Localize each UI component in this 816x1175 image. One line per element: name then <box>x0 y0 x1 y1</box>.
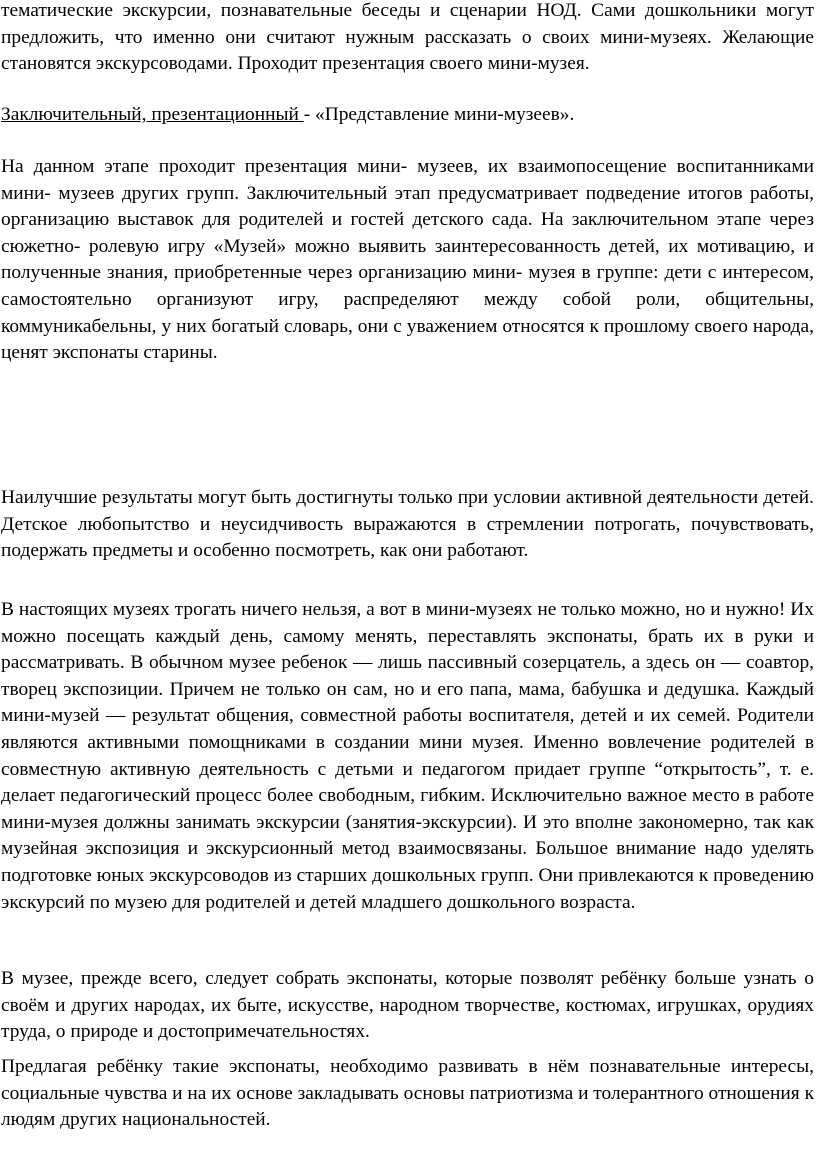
stage-heading-label: Заключительный, презентационный <box>1 104 304 125</box>
paragraph-presentation-stage: На данном этапе проходит презентация мини- музеев, их взаимопосещение воспитанниками мини- музеев других групп. Заключительный этап предусматривает подведение итогов работы, организацию выставок для родителей и гостей детского сада. На заключительном этапе через сюжетно- ролевую игру «Музей» можно выявить заинтересованность детей, их мотивацию, и полученные знания, приобретенные через организацию мини- музея в группе: дети с интересом, самостоятельно организуют игру, распределяют между собой роли, общительны, коммуникабельны, у них богатый словарь, они с уважением относятся к прошлому своего народа, ценят экспонаты старины. <box>1 156 814 364</box>
paragraph-collect-exhibits: В музее, прежде всего, следует собрать экспонаты, которые позволят ребёнку больше узнать о своём и других народах, их быте, искусстве, народном творчестве, костюмах, игрушках, орудиях труда, о природе и достопримечательностях. <box>1 968 814 1043</box>
stage-heading-rest: - «Представление мини-музеев». <box>303 104 575 125</box>
paragraph-offering-exhibits: Предлагая ребёнку такие экспонаты, необходимо развивать в нём познавательные интересы, социальные чувства и на их основе закладывать основы патриотизма и толерантного отношения к людям других национальностей. <box>1 1056 814 1131</box>
paragraph-best-results: Наилучшие результаты могут быть достигнуты только при условии активной деятельности детей. Детское любопытство и неусидчивость выражаются в стремлении потрогать, почувствовать, подержать предметы и особенно посмотреть, как они работают. <box>1 487 814 562</box>
stage-heading <box>1 102 814 129</box>
paragraph-real-museums: В настоящих музеях трогать ничего нельзя, а вот в мини-музеях не только можно, но и нужно! Их можно посещать каждый день, самому менять, переставлять экспонаты, брать их в руки и рассматривать. В обычном музее ребенок — лишь пассивный созерцатель, а здесь он — соавтор, творец экспозиции. Причем не только он сам, но и его папа, мама, бабушка и дедушка. Каждый мини-музей — результат общения, совместной работы воспитателя, детей и их семей. Родители являются активными помощниками в создании мини музея. Именно вовлечение родителей в совместную активную деятельность с детьми и педагогом придает группе “открытость”, т. е. делает педагогический процесс более свободным, гибким. Исключительно важное место в работе мини-музея должны занимать экскурсии (занятия-экскурсии). И это вполне закономерно, так как музейная экспозиция и экскурсионный метод взаимосвязаны. Большое внимание надо уделять подготовке юных экскурсоводов из старших дошкольных групп. Они привлекаются к проведению экскурсий по музею для родителей и детей младшего дошкольного возраста. <box>1 599 814 913</box>
paragraph-excursions: тематические экскурсии, познавательные беседы и сценарии НОД. Сами дошкольники могут предложить, что именно они считают нужным рассказать о своих мини-музеях. Желающие становятся экскурсоводами. Проходит презентация своего мини-музея. <box>1 0 814 75</box>
